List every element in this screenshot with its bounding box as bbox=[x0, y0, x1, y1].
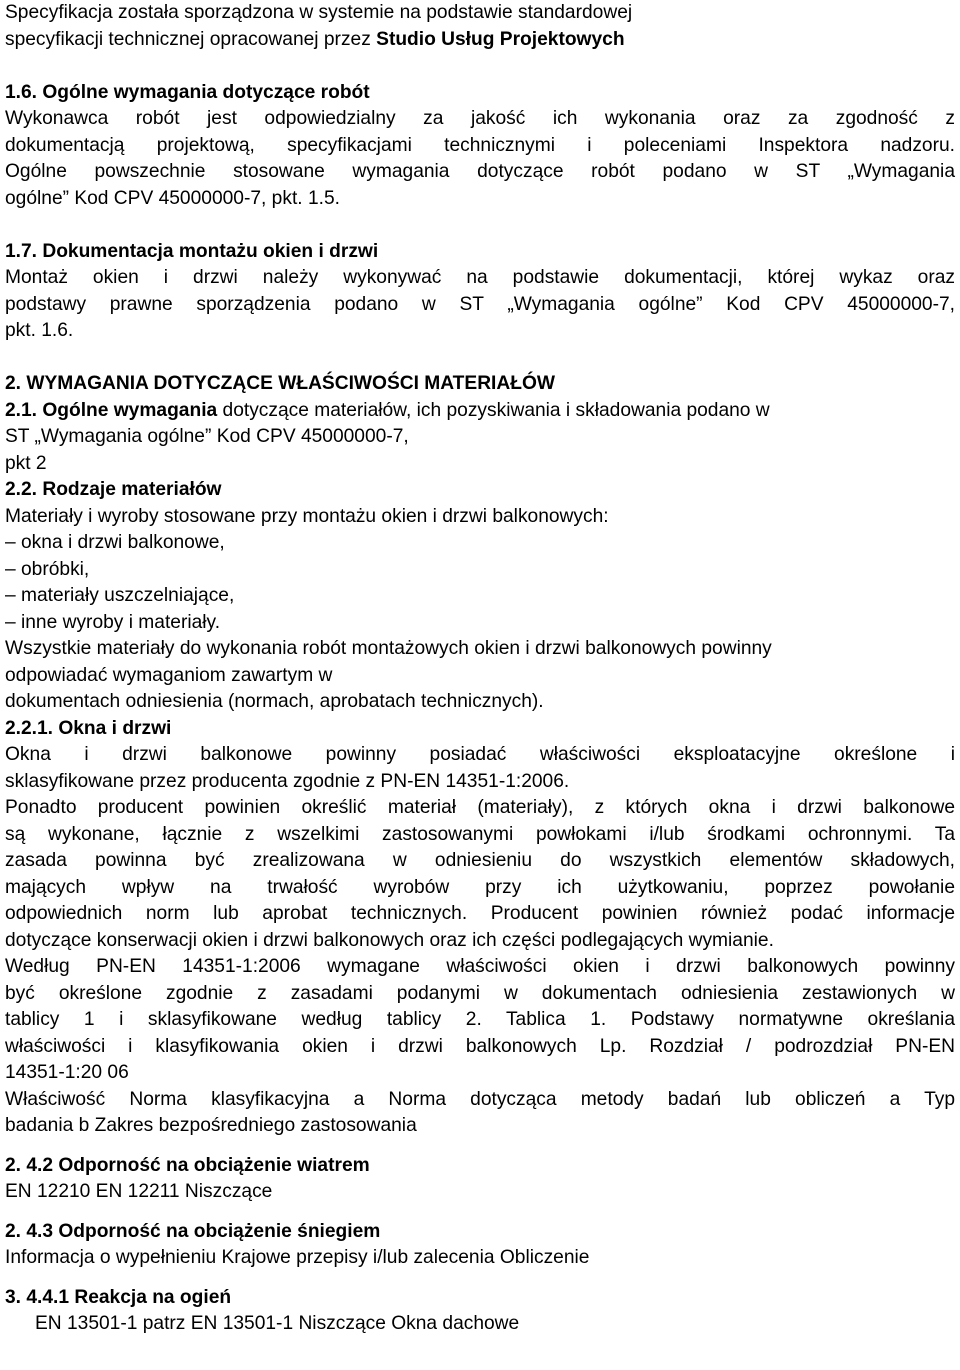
section-2-1-line-3: pkt 2 bbox=[5, 452, 47, 474]
section-1-7-line: pkt. 1.6. bbox=[5, 320, 74, 341]
section-2-1-line bbox=[5, 398, 955, 425]
studio-name: Studio Usług Projektowych bbox=[376, 28, 625, 50]
section-2-2-1-para3-line: tablicy 1 i sklasyfikowane według tablicy 2. Tablica 1. Podstawy normatywne określania bbox=[5, 1009, 955, 1030]
section-2-4-2-text: EN 12210 EN 12211 Niszczące bbox=[5, 1181, 273, 1202]
intro-line-2 bbox=[5, 27, 955, 54]
section-2-2-1-para2-line: Ponadto producent powinien określić materiał (materiały), z których okna i drzwi balkonowe bbox=[5, 797, 955, 818]
section-2-2-1-para2-line: zasada powinna być zrealizowana w odniesieniu do wszystkich elementów składowych, bbox=[5, 850, 955, 871]
section-2-2-1-para2-line: mających wpływ na trwałość wyrobów przy ich użytkowaniu, poprzez powołanie bbox=[5, 876, 955, 898]
section-1-6-line: Ogólne powszechnie stosowane wymagania dotyczące robót podano w ST „Wymagania bbox=[5, 161, 955, 182]
section-1-6-line: ogólne” Kod CPV 45000000-7, pkt. 1.5. bbox=[5, 187, 340, 209]
section-2-2-heading: 2.2. Rodzaje materiałów bbox=[5, 479, 222, 500]
section-2-4-3-text: Informacja o wypełnieniu Krajowe przepisy i/lub zalecenia Obliczenie bbox=[5, 1247, 590, 1268]
section-2-2-after-line: odpowiadać wymaganiom zawartym w bbox=[5, 664, 333, 686]
list-item: – obróbki, bbox=[5, 558, 90, 580]
section-1-7-line: Montaż okien i drzwi należy wykonywać na podstawie dokumentacji, której wykaz oraz bbox=[5, 267, 955, 288]
section-2-4-2-heading: 2. 4.2 Odporność na obciążenie wiatrem bbox=[5, 1154, 370, 1176]
section-2-2-1-para2-line: dotyczące konserwacji okien i drzwi balkonowych oraz ich części podlegających wymianie. bbox=[5, 929, 774, 951]
section-3-4-4-1-heading: 3. 4.4.1 Reakcja na ogień bbox=[5, 1286, 232, 1308]
section-2-2-1-heading: 2.2.1. Okna i drzwi bbox=[5, 717, 172, 739]
section-1-6-heading: 1.6. Ogólne wymagania dotyczące robót bbox=[5, 81, 370, 103]
list-item: – okna i drzwi balkonowe, bbox=[5, 532, 225, 553]
section-2-1-text: dotyczące materiałów, ich pozyskiwania i składowania podano w bbox=[217, 399, 770, 421]
section-2-heading: 2. WYMAGANIA DOTYCZĄCE WŁAŚCIWOŚCI MATERIAŁÓW bbox=[5, 373, 555, 394]
section-2-2-after-line: dokumentach odniesienia (normach, aprobatach technicznych). bbox=[5, 691, 544, 712]
section-1-6-line: dokumentacją projektową, specyfikacjami technicznymi i poleceniami Inspektora nadzoru. bbox=[5, 134, 955, 156]
section-2-2-1-para1-line: sklasyfikowane przez producenta zgodnie z PN-EN 14351-1:2006. bbox=[5, 770, 570, 792]
section-2-2-1-para3-line: właściwości i klasyfikowania okien i drzwi balkonowych Lp. Rozdział / podrozdział PN-EN bbox=[5, 1035, 955, 1057]
section-2-2-1-para4-line: badania b Zakres bezpośredniego zastosowania bbox=[5, 1115, 417, 1136]
intro-line-1: Specyfikacja została sporządzona w systemie na podstawie standardowej bbox=[5, 2, 633, 23]
section-2-2-after-line: Wszystkie materiały do wykonania robót montażowych okien i drzwi balkonowych powinny bbox=[5, 638, 772, 659]
section-2-2-1-para1-line: Okna i drzwi balkonowe powinny posiadać właściwości eksploatacyjne określone i bbox=[5, 744, 955, 765]
section-2-2-1-para2-line: są wykonane, łącznie z wszelkimi zastosowanymi powłokami i/lub środkami ochronnymi. Ta bbox=[5, 823, 955, 845]
document-page bbox=[5, 0, 955, 1338]
section-2-4-3-heading: 2. 4.3 Odporność na obciążenie śniegiem bbox=[5, 1220, 381, 1242]
section-2-1-line-2: ST „Wymagania ogólne” Kod CPV 45000000-7, bbox=[5, 426, 409, 447]
section-2-2-1-para4-line: Właściwość Norma klasyfikacyjna a Norma dotycząca metody badań lub obliczeń a Typ bbox=[5, 1088, 955, 1110]
section-3-4-4-1-text: EN 13501-1 patrz EN 13501-1 Niszczące Okna dachowe bbox=[35, 1313, 520, 1334]
section-2-2-1-para2-line: odpowiednich norm lub aprobat technicznych. Producent powinien również podać informacje bbox=[5, 903, 955, 924]
section-2-2-1-para3-line: Według PN-EN 14351-1:2006 wymagane właściwości okien i drzwi balkonowych powinny bbox=[5, 956, 955, 977]
intro-line-2-text: specyfikacji technicznej opracowanej przez bbox=[5, 28, 377, 50]
list-item: – materiały uszczelniające, bbox=[5, 585, 235, 606]
section-1-7-line: podstawy prawne sporządzenia podano w ST „Wymagania ogólne” Kod CPV 45000000-7, bbox=[5, 293, 955, 315]
section-2-2-1-para3-line: 14351-1:20 06 bbox=[5, 1062, 129, 1083]
list-item: – inne wyroby i materiały. bbox=[5, 611, 221, 633]
section-1-7-heading: 1.7. Dokumentacja montażu okien i drzwi bbox=[5, 240, 379, 262]
section-2-1-heading: 2.1. Ogólne wymagania bbox=[5, 399, 218, 421]
section-2-2-1-para3-line: być określone zgodnie z zasadami podanymi w dokumentach odniesienia zestawionych w bbox=[5, 982, 955, 1004]
section-1-6-line: Wykonawca robót jest odpowiedzialny za jakość ich wykonania oraz za zgodność z bbox=[5, 108, 955, 129]
section-2-2-intro: Materiały i wyroby stosowane przy montażu okien i drzwi balkonowych: bbox=[5, 505, 609, 527]
